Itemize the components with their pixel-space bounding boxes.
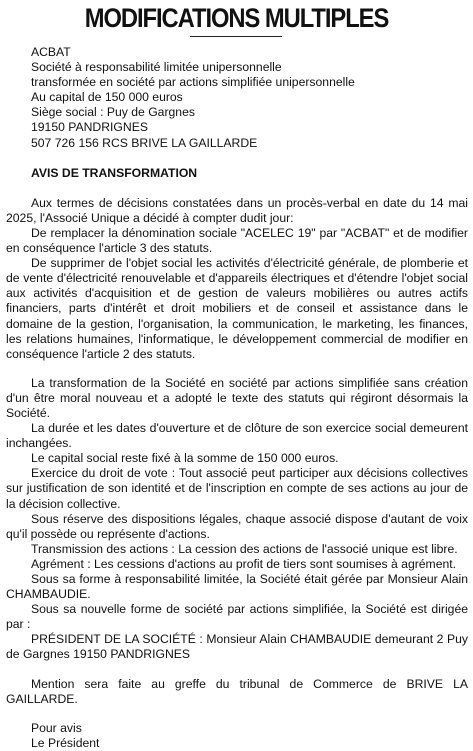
paragraph-transfer: Transmission des actions : La cession des actions de l'associé unique est libre.: [31, 541, 458, 556]
paragraph-capital: Le capital social reste fixé à la somme de 150 000 euros.: [31, 451, 339, 466]
paragraph-decisions: Aux termes de décisions constatées dans un procès-verbal en date du 14 mai 2025, l'Associé Unique a décidé à compter dudit jour:: [6, 195, 468, 225]
title-underline: [190, 36, 282, 37]
company-rcs: 507 726 156 RCS BRIVE LA GAILLARDE: [31, 135, 258, 150]
company-seat: Siège social : Puy de Gargnes: [31, 105, 195, 120]
company-block: [6, 45, 468, 151]
paragraph-denomination: De remplacer la dénomination sociale "ACELEC 19" par "ACBAT" et de modifier en conséquence l'article 3 des statuts.: [6, 225, 468, 256]
notice-title: MODIFICATIONS MULTIPLES: [84, 3, 389, 33]
paragraph-transformation: La transformation de la Société en société par actions simplifiée sans création d'un être moral nouveau et a adopté le texte des statuts qui régiront désormais la Société.: [6, 375, 468, 420]
paragraph-former-management: Sous sa forme à responsabilité limitée, la Société était gérée par Monsieur Alain CHAMBAUDIE.: [6, 572, 468, 602]
notice-heading: AVIS DE TRANSFORMATION: [31, 165, 198, 180]
company-transformation: transformée en société par actions simplifiée unipersonnelle: [31, 75, 355, 90]
paragraph-votes: Sous réserve des dispositions légales, chaque associé dispose d'autant de voix qu'il possède ou représente d'actions.: [6, 511, 468, 541]
paragraph-president: PRÉSIDENT DE LA SOCIÉTÉ : Monsieur Alain CHAMBAUDIE demeurant 2 Puy de Gargnes 19150 PANDRIGNES: [6, 632, 468, 662]
notice-body: [6, 45, 468, 751]
company-name: ACBAT: [31, 45, 71, 59]
closing-signatory: Le Président: [31, 735, 100, 750]
closing-pour-avis: Pour avis: [31, 720, 82, 735]
company-city: 19150 PANDRIGNES: [31, 120, 148, 135]
company-form: Société à responsabilité limitée unipersonnelle: [31, 60, 282, 75]
paragraph-registry: Mention sera faite au greffe du tribunal de Commerce de BRIVE LA GAILLARDE.: [6, 676, 468, 706]
paragraph-object: De supprimer de l'objet social les activités d'électricité générale, de plomberie et de vente d'électricité renouvelable et d'appareils électriques et d'étendre l'objet social aux activités d'acquisition et de gestion de valeurs mobilières ou autres actifs financiers, parts d'intérêt et droit mobiliers et de conseil et assistance dans le domaine de la gestion, l'organisation, la communication, le marketing, les finances, les relations humaines, l'informatique, le développement commercial de modifier en conséquence l'article 2 des statuts.: [6, 256, 468, 361]
paragraph-approval: Agrément : Les cessions d'actions au profit de tiers sont soumises à agrément.: [31, 556, 457, 571]
paragraph-duration: La durée et les dates d'ouverture et de clôture de son exercice social demeurent inchangées.: [6, 421, 468, 451]
paragraph-voting: Exercice du droit de vote : Tout associé peut participer aux décisions collectives sur justification de son identité et de l'inscription en compte de ses actions au jour de la décision collective.: [6, 466, 468, 511]
company-capital: Au capital de 150 000 euros: [31, 90, 183, 105]
paragraph-new-management: Sous sa nouvelle forme de société par actions simplifiée, la Société est dirigée par :: [6, 602, 468, 632]
